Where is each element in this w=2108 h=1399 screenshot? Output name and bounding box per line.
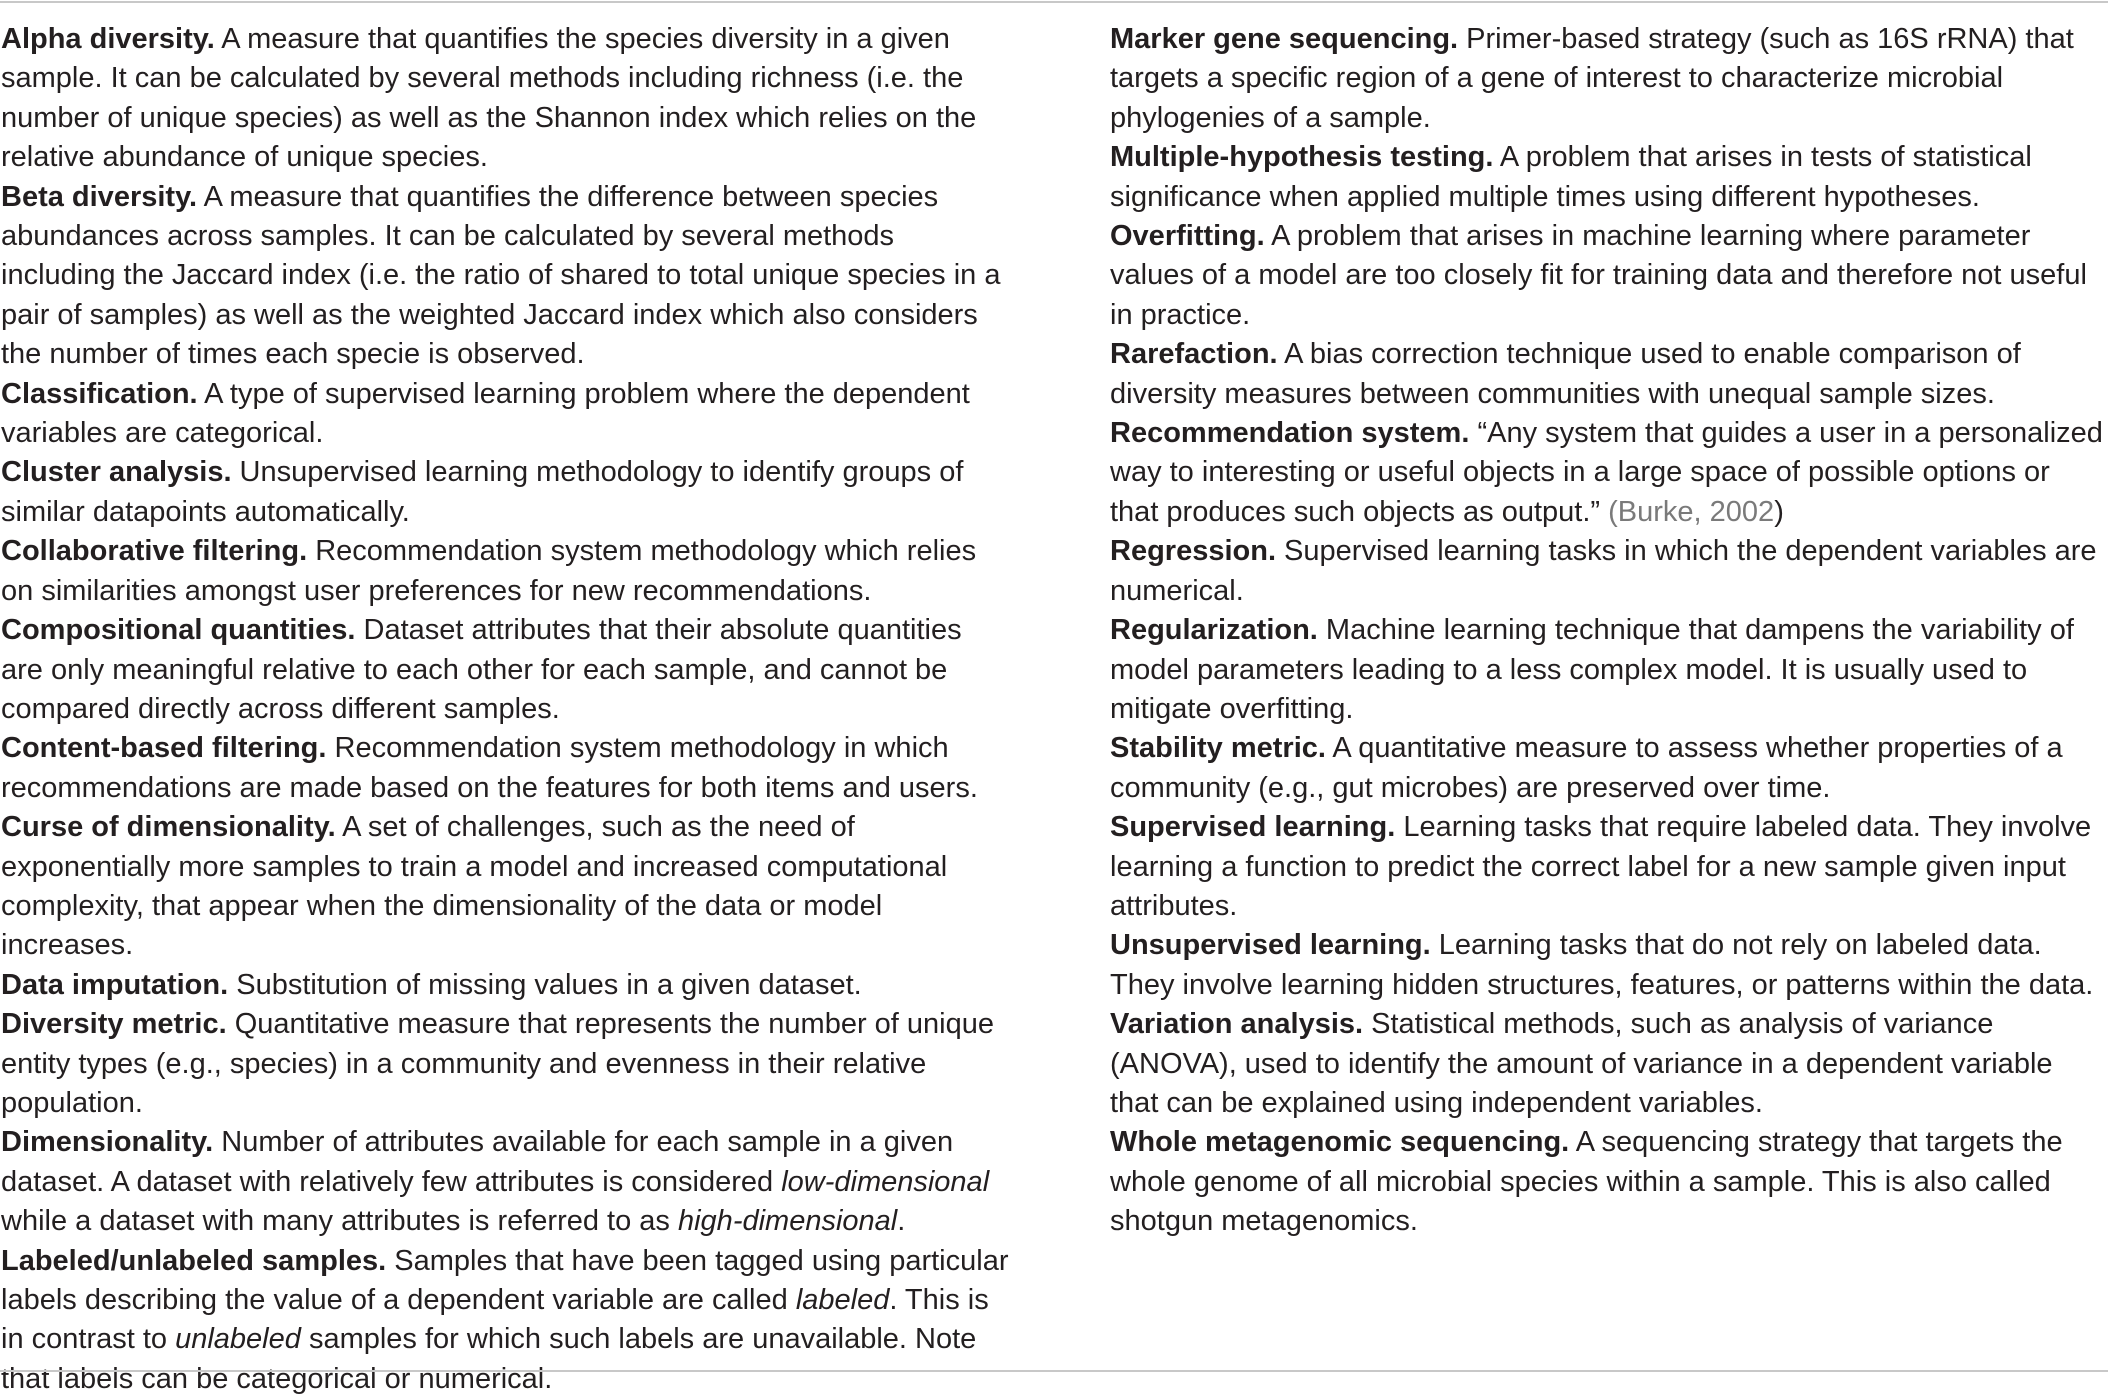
glossary-entry bbox=[1110, 217, 2106, 335]
glossary-definition: A measure that quantifies the difference between species abundances across samples. It can be calculated by several methods including the Jaccard index (i.e. the ratio of shared to total unique species in a pair of samples) as well as the weighted Jaccard index which also considers the number of times each specie is observed. bbox=[1, 180, 1001, 371]
glossary-term: Dimensionality. bbox=[1, 1126, 214, 1159]
glossary-entry bbox=[1, 532, 1011, 611]
glossary-definition: Supervised learning tasks in which the dependent variables are numerical. bbox=[1110, 535, 2097, 607]
glossary-definition: A measure that quantifies the species diversity in a given sample. It can be calculated by several methods including richness (i.e. the number of unique species) as well as the Shannon index which relies on the relative abundance of unique species. bbox=[1, 23, 977, 174]
glossary-term: Multiple-hypothesis testing. bbox=[1110, 141, 1494, 174]
glossary-entry bbox=[1, 966, 1011, 1005]
glossary-term: Unsupervised learning. bbox=[1110, 929, 1431, 962]
glossary-left-column bbox=[1, 20, 1011, 1399]
glossary-emphasis: unlabeled bbox=[175, 1323, 301, 1356]
glossary-entry bbox=[1110, 414, 2106, 532]
glossary-definition: Machine learning technique that dampens the variability of model parameters leading to a less complex model. It is usually used to mitigate overfitting. bbox=[1110, 614, 2074, 725]
glossary-definition: A sequencing strategy that targets the whole genome of all microbial species within a sample. This is also called shotgun metagenomics. bbox=[1110, 1126, 2063, 1238]
glossary-definition: Statistical methods, such as analysis of variance (ANOVA), used to identify the amount of variance in a dependent variable that can be explained using independent variables. bbox=[1110, 1008, 2053, 1119]
bottom-rule bbox=[0, 1370, 2108, 1372]
glossary-definition: Learning tasks that do not rely on labeled data. They involve learning hidden structures, features, or patterns within the data. bbox=[1110, 929, 2094, 1001]
glossary-term: Regularization. bbox=[1110, 614, 1318, 647]
glossary-term: Cluster analysis. bbox=[1, 456, 232, 489]
glossary-definition: A type of supervised learning problem where the dependent variables are categorical. bbox=[1, 377, 970, 450]
glossary-definition: Samples that have been tagged using particular labels describing the value of a dependent variable are called bbox=[1, 1244, 1009, 1316]
glossary-entry bbox=[1110, 335, 2106, 414]
glossary-definition: A quantitative measure to assess whether properties of a community (e.g., gut microbes) are preserved over time. bbox=[1110, 732, 2063, 804]
glossary-entry bbox=[1, 611, 1011, 729]
glossary-term: Overfitting. bbox=[1110, 220, 1265, 253]
glossary-definition: ) bbox=[1774, 495, 1784, 528]
glossary-entry bbox=[1110, 808, 2106, 926]
glossary-right-column bbox=[1110, 20, 2106, 1242]
glossary-definition: A bias correction technique used to enable comparison of diversity measures between communities with unequal sample sizes. bbox=[1110, 338, 2021, 410]
glossary-term: Variation analysis. bbox=[1110, 1008, 1364, 1041]
glossary-term: Stability metric. bbox=[1110, 732, 1326, 765]
glossary-term: Alpha diversity. bbox=[1, 23, 215, 55]
glossary-term: Whole metagenomic sequencing. bbox=[1110, 1126, 1570, 1159]
glossary-definition: Learning tasks that require labeled data. They involve learning a function to predict the correct label for a new sample given input attributes. bbox=[1110, 811, 2092, 922]
glossary-definition: A problem that arises in machine learning where parameter values of a model are too closely fit for training data and therefore not useful in practice. bbox=[1110, 220, 2087, 331]
glossary-definition: A set of challenges, such as the need of exponentially more samples to train a model and increased computational complexity, that appear when the dimensionality of the data or model increases. bbox=[1, 811, 948, 962]
citation-link[interactable]: (Burke, 2002 bbox=[1608, 495, 1775, 528]
glossary-term: Compositional quantities. bbox=[1, 614, 356, 647]
glossary-definition: Recommendation system methodology in which recommendations are made based on the features for both items and users. bbox=[1, 732, 978, 804]
glossary-entry bbox=[1, 1123, 1011, 1241]
glossary-definition: A problem that arises in tests of statistical significance when applied multiple times using different hypotheses. bbox=[1110, 141, 2032, 213]
glossary-term: Data imputation. bbox=[1, 968, 229, 1001]
glossary-entry bbox=[1, 1005, 1011, 1123]
glossary-term: Diversity metric. bbox=[1, 1008, 227, 1041]
glossary-term: Rarefaction. bbox=[1110, 338, 1278, 371]
glossary-term: Content-based filtering. bbox=[1, 732, 327, 765]
glossary-entry bbox=[1110, 138, 2106, 217]
glossary-term: Recommendation system. bbox=[1110, 417, 1470, 450]
glossary-term: Marker gene sequencing. bbox=[1110, 23, 1459, 55]
glossary-term: Supervised learning. bbox=[1110, 811, 1396, 844]
glossary-definition: . bbox=[897, 1205, 906, 1238]
glossary-entry bbox=[1, 178, 1011, 375]
glossary-entry bbox=[1, 729, 1011, 808]
glossary-entry bbox=[1110, 729, 2106, 808]
glossary-definition: Dataset attributes that their absolute quantities are only meaningful relative to each other for each sample, and cannot be compared directly across different samples. bbox=[1, 614, 962, 725]
glossary-entry bbox=[1110, 20, 2106, 138]
glossary-entry bbox=[1110, 1005, 2106, 1123]
glossary-entry bbox=[1, 20, 1011, 178]
glossary-entry bbox=[1, 453, 1011, 532]
glossary-entry bbox=[1110, 926, 2106, 1005]
glossary-term: Collaborative filtering. bbox=[1, 535, 308, 568]
top-rule bbox=[0, 1, 2108, 3]
glossary-definition: Primer-based strategy (such as 16S rRNA) that targets a specific region of a gene of interest to characterize microbial phylogenies of a sample. bbox=[1110, 23, 2074, 134]
glossary-entry bbox=[1, 808, 1011, 966]
glossary-entry bbox=[1110, 611, 2106, 729]
glossary-entry bbox=[1110, 1123, 2106, 1241]
glossary-emphasis: high-dimensional bbox=[677, 1205, 898, 1238]
glossary-definition: Unsupervised learning methodology to identify groups of similar datapoints automatically. bbox=[1, 456, 964, 528]
glossary-definition: Quantitative measure that represents the number of unique entity types (e.g., species) in a community and evenness in their relative population. bbox=[1, 1008, 995, 1119]
glossary-emphasis: low-dimensional bbox=[781, 1165, 990, 1198]
glossary-term: Regression. bbox=[1110, 535, 1276, 568]
glossary-definition: Number of attributes available for each sample in a given dataset. A dataset with relatively few attributes is considered bbox=[1, 1126, 954, 1198]
glossary-entry bbox=[1110, 532, 2106, 611]
glossary-term: Beta diversity. bbox=[1, 180, 198, 213]
glossary-definition: “Any system that guides a user in a personalized way to interesting or useful objects in a large space of possible options or that produces such objects as output.” bbox=[1110, 417, 2103, 528]
glossary-definition: Recommendation system methodology which relies on similarities amongst user preferences for new recommendations. bbox=[1, 535, 977, 607]
glossary-entry bbox=[1, 1242, 1011, 1399]
glossary-definition: while a dataset with many attributes is referred to as bbox=[1, 1205, 678, 1238]
glossary-entry bbox=[1, 375, 1011, 454]
glossary-definition: samples for which such labels are unavailable. Note that labels can be categorical or numerical. bbox=[1, 1323, 977, 1395]
glossary-definition: . This is in contrast to bbox=[1, 1284, 989, 1356]
glossary-term: Classification. bbox=[1, 377, 198, 410]
glossary-term: Labeled/unlabeled samples. bbox=[1, 1244, 387, 1277]
glossary-emphasis: labeled bbox=[795, 1284, 890, 1316]
glossary-term: Curse of dimensionality. bbox=[1, 811, 336, 844]
glossary-definition: Substitution of missing values in a given dataset. bbox=[228, 968, 862, 1001]
